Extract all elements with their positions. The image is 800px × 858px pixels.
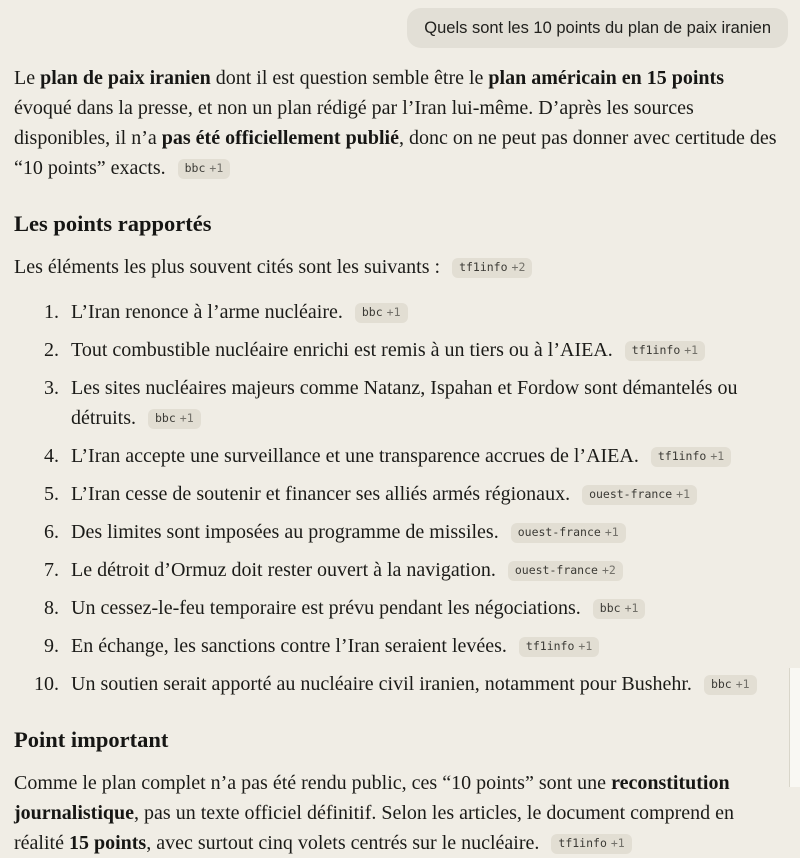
section-heading-points: Les points rapportés [14,211,212,237]
list-item-text: Un cessez-le-feu temporaire est prévu pendant les négociations. [71,597,581,620]
citation-count: +1 [710,449,725,464]
citation-badge[interactable] [593,599,646,619]
citation-badge[interactable] [651,447,731,467]
citation-source: tf1info [459,260,508,275]
scrollbar-gutter[interactable] [789,668,800,787]
list-item [64,593,786,623]
citation-source: ouest-france [589,487,673,502]
citation-count: +1 [624,601,639,616]
citation-source: bbc [184,161,206,176]
citation-badge[interactable] [355,303,408,323]
list-item-text: Un soutien serait apporté au nucléaire civil iranien, notamment pour Bushehr. [71,673,692,696]
citation-count: +1 [684,343,699,358]
citation-count: +2 [601,563,616,578]
citation-badge[interactable] [178,159,231,179]
list-item [64,517,786,547]
list-item-text: En échange, les sanctions contre l’Iran seraient levées. [71,635,507,658]
user-message-row [0,0,800,48]
list-item-text: Le détroit d’Ormuz doit rester ouvert à la navigation. [71,559,496,582]
citation-source: ouest-france [514,563,598,578]
citation-count: +1 [610,836,625,851]
citation-badge[interactable] [582,485,697,505]
assistant-response [0,63,800,858]
citation-count: +1 [386,305,401,320]
citation-source: tf1info [657,449,707,464]
citation-badge[interactable] [508,561,623,581]
citation-source: tf1info [631,343,681,358]
list-item-text: Des limites sont imposées au programme de missiles. [71,521,499,544]
list-item [64,297,786,327]
citation-source: bbc [710,677,732,692]
citation-count: +1 [735,677,750,692]
citation-count: +1 [209,161,224,176]
lead-paragraph [14,252,786,282]
list-item-text: L’Iran cesse de soutenir et financer ses alliés armés régionaux. [71,483,571,506]
intro-paragraph-text: Le plan de paix iranien dont il est question semble être le plan américain en 15 points évoqué dans la presse, et non un plan rédigé par l’Iran lui-même. D’après les sources disponibles, il n’a pas été officiellement publié, donc on ne peut pas donner avec certitude des “10 points” exacts. [14,67,777,180]
citation-badge[interactable] [519,637,599,657]
citation-count: +1 [578,639,593,654]
citation-badge[interactable] [452,258,532,278]
list-item [64,373,786,433]
citation-source: bbc [599,601,621,616]
points-list [14,297,786,699]
citation-count: +1 [676,487,691,502]
list-item-text: L’Iran renonce à l’arme nucléaire. [71,301,343,324]
citation-source: tf1info [525,639,575,654]
citation-badge[interactable] [511,523,626,543]
list-item [64,631,786,661]
list-item [64,669,786,699]
list-item-text: Tout combustible nucléaire enrichi est remis à un tiers ou à l’AIEA. [71,339,613,362]
citation-badge[interactable] [551,834,631,854]
list-item [64,479,786,509]
intro-paragraph [14,63,786,183]
list-item-text: Les sites nucléaires majeurs comme Natanz, Ispahan et Fordow sont démantelés ou détruits. [71,377,738,430]
citation-source: tf1info [558,836,607,851]
citation-source: bbc [361,305,383,320]
citation-source: bbc [155,411,176,426]
lead-paragraph-text: Les éléments les plus souvent cités sont les suivants : [14,256,441,279]
citation-badge[interactable] [148,409,201,429]
closing-paragraph [14,768,786,858]
citation-count: +1 [604,525,619,540]
user-message-bubble: Quels sont les 10 points du plan de paix iranien [407,8,788,48]
list-item-text: L’Iran accepte une surveillance et une transparence accrues de l’AIEA. [71,445,639,468]
citation-count: +1 [179,411,194,426]
citation-count: +2 [511,260,526,275]
citation-badge[interactable] [704,675,757,695]
citation-source: ouest-france [517,525,601,540]
list-item [64,441,786,471]
list-item [64,335,786,365]
list-item [64,555,786,585]
citation-badge[interactable] [625,341,705,361]
section-heading-important: Point important [14,727,169,753]
closing-paragraph-text: Comme le plan complet n’a pas été rendu public, ces “10 points” sont une reconstitution journalistique, pas un texte officiel définitif. Selon les articles, le document comprend en réalité 15 points, avec surtout cinq volets centrés sur le nucléaire. [14,772,735,855]
